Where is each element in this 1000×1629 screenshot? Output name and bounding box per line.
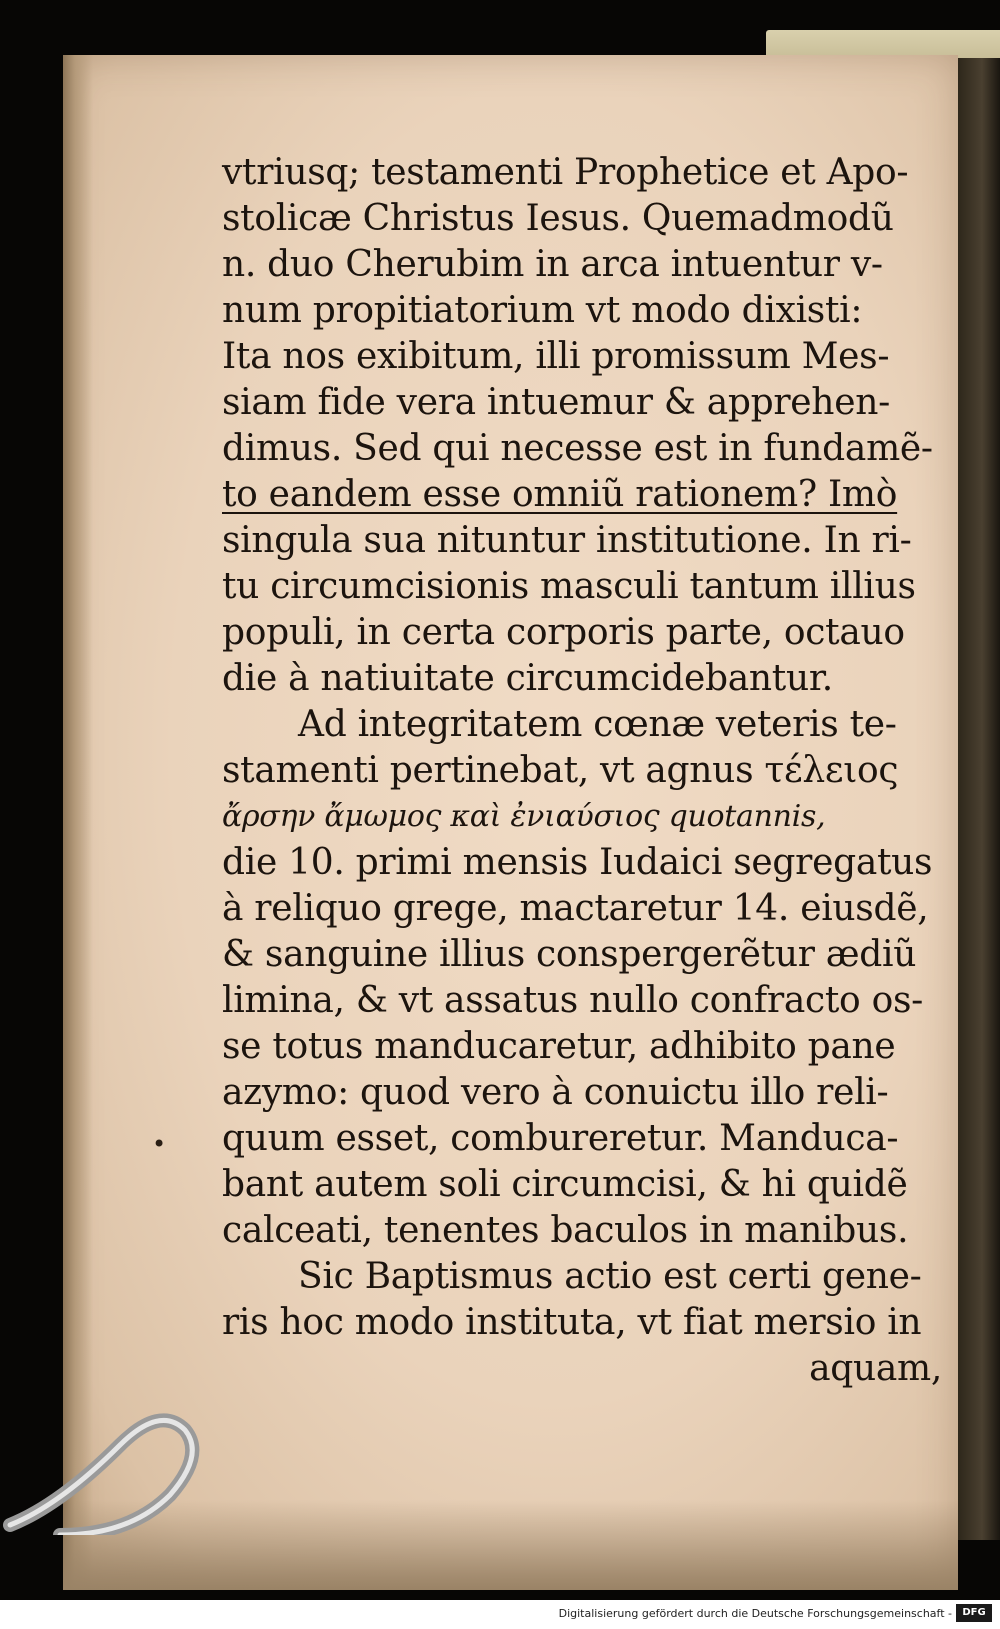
text-line-greek: ἄρσην ἄμωμος καὶ ἐνιαύσιος quotannis, [222,799,826,834]
text-line: die 10. primi mensis Iudaici segregatus [222,842,933,883]
text-line: à reliquo grege, mactaretur 14. eiusdẽ, [222,888,929,929]
text-line-paragraph-start: Ad integritatem cœnæ veteris te- [298,704,897,745]
funding-credit: Digitalisierung gefördert durch die Deutsche Forschungsgemeinschaft - [558,1607,952,1620]
text-line: dimus. Sed qui necesse est in fundamẽ- [222,428,933,469]
text-line: stolicæ Christus Iesus. Quemadmodũ [222,198,894,239]
text-line: singula sua nituntur institutione. In ri- [222,520,912,561]
book-edge [955,40,1000,1540]
text-line: & sanguine illius conspergerẽtur ædiũ [222,934,917,975]
text-line: die à natiuitate circumcidebantur. [222,658,833,699]
text-line: quum esset, combureretur. Manduca- [222,1118,899,1159]
text-line-underlined: to eandem esse omniũ rationem? Imò [222,474,898,515]
paper-tab-strip [766,30,1000,58]
page-gutter [63,55,93,1590]
text-line: stamenti pertinebat, vt agnus τέλειος [222,750,899,791]
text-line: populi, in certa corporis parte, octauo [222,612,905,653]
digitization-footer [0,1600,1000,1629]
text-line: calceati, tenentes baculos in manibus. [222,1210,909,1251]
text-line: tu circumcisionis masculi tantum illius [222,566,916,607]
page-text-block [222,150,952,1392]
text-line-paragraph-start: Sic Baptismus actio est certi gene- [298,1256,922,1297]
paper-clip-icon [0,1385,200,1535]
text-line: bant autem soli circumcisi, & hi quidẽ [222,1164,908,1205]
text-line: n. duo Cherubim in arca intuentur v- [222,244,883,285]
margin-dot-mark: • [152,1130,167,1158]
dfg-logo: DFG [956,1604,992,1622]
catchword: aquam, [809,1348,942,1389]
text-line: limina, & vt assatus nullo confracto os- [222,980,923,1021]
text-line: num propitiatorium vt modo dixisti: [222,290,863,331]
text-line: se totus manducaretur, adhibito pane [222,1026,896,1067]
text-line: ris hoc modo instituta, vt fiat mersio in [222,1302,922,1343]
text-line: siam fide vera intuemur & apprehen- [222,382,890,423]
text-line: Ita nos exibitum, illi promissum Mes- [222,336,890,377]
text-line: vtriusq; testamenti Prophetice et Apo- [222,152,909,193]
text-line: azymo: quod vero à conuictu illo reli- [222,1072,889,1113]
